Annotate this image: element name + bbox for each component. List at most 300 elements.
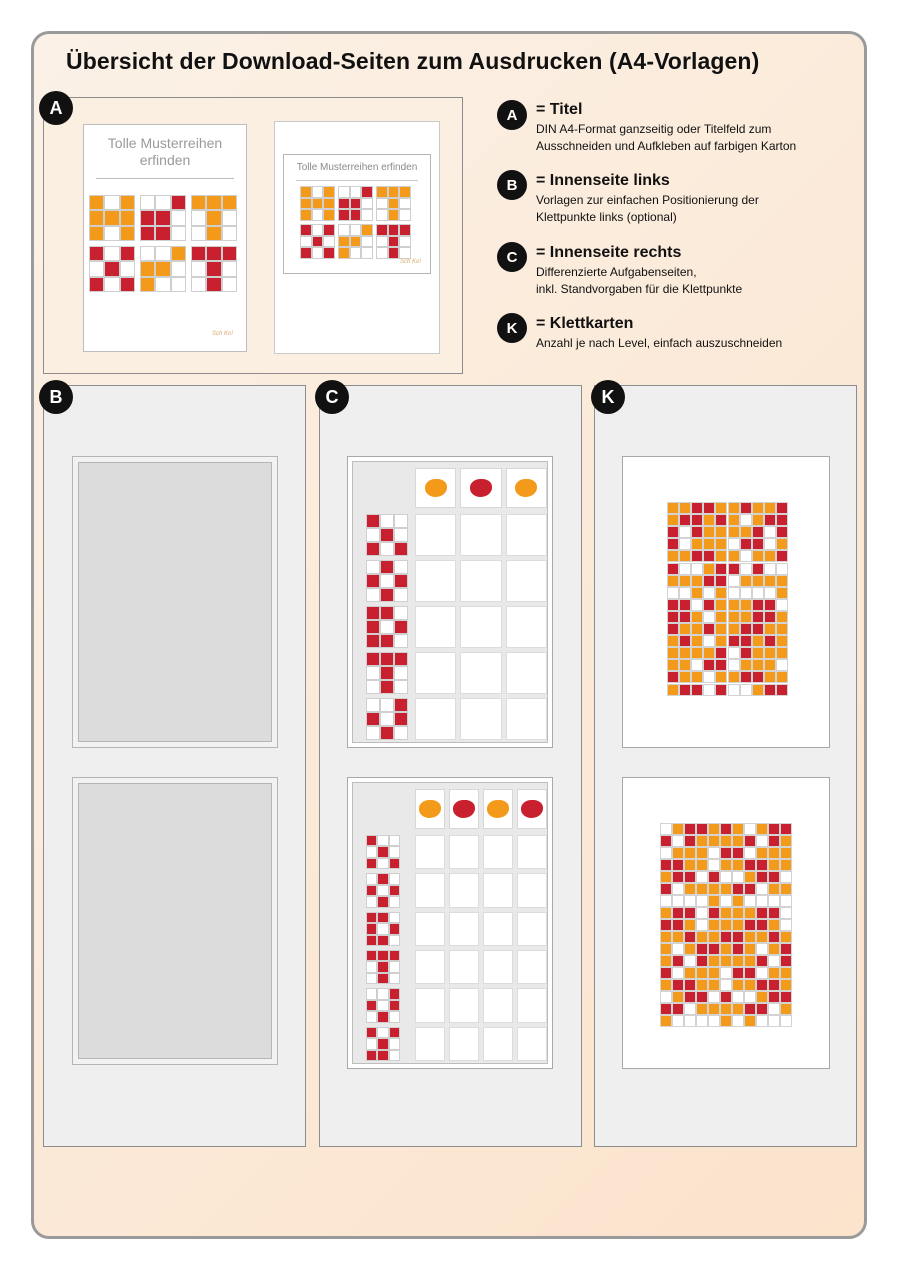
card-cell — [696, 847, 708, 859]
card-cell — [715, 671, 727, 683]
pattern-cell — [366, 652, 380, 666]
card-cell — [703, 623, 715, 635]
card-cell — [720, 835, 732, 847]
pattern-cell — [376, 236, 388, 248]
pattern-cell — [376, 209, 388, 221]
card-cell — [708, 979, 720, 991]
pattern-cell — [191, 277, 206, 292]
answer-box — [449, 950, 479, 984]
pattern-cell — [191, 226, 206, 241]
pattern-cell — [380, 574, 394, 588]
panel-c-inner-right — [319, 385, 582, 1147]
card-cell — [764, 550, 776, 562]
card-cell — [708, 847, 720, 859]
pattern-cell — [376, 186, 388, 198]
color-dot — [487, 800, 509, 818]
pattern-cell — [389, 858, 400, 869]
pattern-cell — [376, 247, 388, 259]
card-cell — [768, 895, 780, 907]
pattern-cell — [89, 246, 104, 261]
card-cell — [768, 1015, 780, 1027]
legend-desc-b-2: Klettpunkte links (optional) — [536, 210, 677, 224]
card-cell — [720, 991, 732, 1003]
card-cell — [672, 871, 684, 883]
pattern-cell — [312, 247, 324, 259]
card-cell — [660, 1003, 672, 1015]
card-cell — [660, 931, 672, 943]
card-cell — [768, 931, 780, 943]
card-cell — [752, 502, 764, 514]
card-cell — [780, 979, 792, 991]
pattern-cell — [394, 620, 408, 634]
card-cell — [672, 967, 684, 979]
card-cell — [691, 635, 703, 647]
card-cell — [703, 684, 715, 696]
card-cell — [708, 907, 720, 919]
card-cell — [684, 955, 696, 967]
card-cell — [679, 659, 691, 671]
pattern-cell — [380, 680, 394, 694]
card-cell — [672, 895, 684, 907]
card-cell — [679, 647, 691, 659]
card-cell — [696, 955, 708, 967]
card-cell — [740, 575, 752, 587]
card-cell — [667, 538, 679, 550]
card-cell — [768, 847, 780, 859]
card-cell — [764, 502, 776, 514]
card-cell — [756, 859, 768, 871]
card-cell — [744, 907, 756, 919]
card-cell — [667, 635, 679, 647]
pattern-cell — [171, 226, 186, 241]
card-cell — [672, 907, 684, 919]
pattern-cell — [366, 698, 380, 712]
color-dot — [515, 479, 537, 497]
card-cell — [691, 611, 703, 623]
card-cell — [684, 871, 696, 883]
pattern-cell — [366, 858, 377, 869]
card-cell — [696, 835, 708, 847]
card-cell — [740, 587, 752, 599]
pattern-cell — [366, 528, 380, 542]
card-cell — [728, 563, 740, 575]
pattern-cell — [377, 973, 388, 984]
pattern-cell — [366, 1050, 377, 1061]
card-cell — [660, 1015, 672, 1027]
card-cell — [756, 1015, 768, 1027]
pattern-cell — [222, 277, 237, 292]
card-cell — [780, 991, 792, 1003]
card-cell — [780, 871, 792, 883]
card-cell — [764, 684, 776, 696]
answer-box — [483, 835, 513, 869]
card-cell — [672, 931, 684, 943]
pattern-cell — [380, 560, 394, 574]
card-cell — [728, 526, 740, 538]
card-cell — [667, 587, 679, 599]
task-page-level-1 — [347, 456, 553, 748]
pattern-cell — [366, 634, 380, 648]
pattern-cell — [366, 712, 380, 726]
card-cell — [672, 919, 684, 931]
pattern-cell — [380, 620, 394, 634]
pattern-cell — [394, 634, 408, 648]
card-cell — [660, 895, 672, 907]
card-cell — [780, 883, 792, 895]
pattern-cell — [394, 588, 408, 602]
card-cell — [660, 847, 672, 859]
answer-box — [449, 912, 479, 946]
legend-desc-k-1: Anzahl je nach Level, einfach auszuschneiden — [536, 336, 783, 350]
card-cell — [672, 859, 684, 871]
answer-box — [517, 950, 547, 984]
pattern-cell — [361, 209, 373, 221]
answer-box — [460, 652, 501, 694]
pattern-cell — [104, 261, 119, 276]
card-cell — [776, 635, 788, 647]
card-cell — [703, 502, 715, 514]
card-cell — [776, 684, 788, 696]
pattern-cell — [399, 186, 411, 198]
pattern-cell — [323, 209, 335, 221]
pattern-cell — [155, 277, 170, 292]
color-dot — [521, 800, 543, 818]
card-cell — [684, 943, 696, 955]
card-cell — [764, 659, 776, 671]
card-cell — [703, 611, 715, 623]
card-cell — [691, 526, 703, 538]
pattern-cell — [312, 186, 324, 198]
card-cell — [715, 587, 727, 599]
card-cell — [708, 895, 720, 907]
card-cell — [728, 599, 740, 611]
card-cell — [667, 623, 679, 635]
pattern-cell — [120, 261, 135, 276]
card-cell — [720, 847, 732, 859]
pattern-cell — [140, 261, 155, 276]
publisher-logo-small: Sch Ko! — [400, 259, 422, 265]
cover-sheet-large — [83, 124, 247, 352]
card-cell — [720, 859, 732, 871]
pattern-cell — [366, 1038, 377, 1049]
card-cell — [728, 587, 740, 599]
pattern-cell — [104, 246, 119, 261]
card-cell — [696, 979, 708, 991]
card-cell — [732, 919, 744, 931]
card-cell — [720, 931, 732, 943]
pattern-cell — [394, 528, 408, 542]
card-cell — [720, 823, 732, 835]
pattern-cell — [377, 912, 388, 923]
answer-box — [415, 873, 445, 907]
card-cell — [728, 684, 740, 696]
card-cell — [776, 514, 788, 526]
color-dot — [470, 479, 492, 497]
cover-sheet-small — [274, 121, 440, 354]
answer-box — [449, 988, 479, 1022]
card-cell — [764, 623, 776, 635]
card-cell — [744, 859, 756, 871]
card-cell — [744, 823, 756, 835]
card-cell — [776, 671, 788, 683]
card-cell — [764, 671, 776, 683]
card-cell — [744, 979, 756, 991]
color-dot-box — [483, 789, 513, 829]
pattern-cell — [89, 210, 104, 225]
card-cell — [679, 599, 691, 611]
card-cell — [667, 671, 679, 683]
card-cell — [720, 967, 732, 979]
card-cell — [715, 659, 727, 671]
card-cell — [684, 859, 696, 871]
card-cell — [776, 623, 788, 635]
card-cell — [732, 847, 744, 859]
pattern-cell — [300, 198, 312, 210]
card-cell — [780, 907, 792, 919]
card-cell — [708, 943, 720, 955]
card-cell — [764, 538, 776, 550]
card-cell — [720, 895, 732, 907]
card-cell — [732, 931, 744, 943]
pattern-cell — [89, 277, 104, 292]
pattern-cell — [377, 935, 388, 946]
card-cell — [764, 647, 776, 659]
card-cell — [667, 563, 679, 575]
card-cell — [667, 599, 679, 611]
pattern-cell — [388, 247, 400, 259]
cover-title-small: Tolle Musterreihen erfinden — [296, 162, 418, 173]
panel-a-title-pages — [43, 97, 463, 374]
card-cell — [744, 883, 756, 895]
card-cell — [708, 931, 720, 943]
card-cell — [740, 647, 752, 659]
card-cell — [776, 599, 788, 611]
card-cell — [728, 538, 740, 550]
card-cell — [696, 907, 708, 919]
pattern-cell — [222, 226, 237, 241]
pattern-cell — [155, 226, 170, 241]
card-cell — [756, 907, 768, 919]
pattern-cell — [388, 186, 400, 198]
card-cell — [696, 931, 708, 943]
answer-box — [415, 560, 456, 602]
card-cell — [764, 587, 776, 599]
card-cell — [768, 919, 780, 931]
card-cell — [740, 563, 752, 575]
card-cell — [756, 955, 768, 967]
card-cell — [740, 538, 752, 550]
pattern-cell — [350, 224, 362, 236]
card-cell — [715, 514, 727, 526]
card-cell — [732, 943, 744, 955]
pattern-cell — [323, 198, 335, 210]
pattern-cell — [377, 896, 388, 907]
card-cell — [768, 907, 780, 919]
pattern-cell — [366, 588, 380, 602]
page-title: Übersicht der Download-Seiten zum Ausdrucken (A4-Vorlagen) — [66, 48, 760, 74]
answer-box — [517, 988, 547, 1022]
card-cell — [768, 1003, 780, 1015]
card-cell — [756, 991, 768, 1003]
card-cell — [679, 635, 691, 647]
pattern-cell — [120, 277, 135, 292]
pattern-cell — [389, 873, 400, 884]
pattern-cell — [350, 209, 362, 221]
card-cell — [728, 514, 740, 526]
card-cell — [684, 1015, 696, 1027]
card-cell — [732, 883, 744, 895]
pattern-cell — [350, 186, 362, 198]
card-cell — [703, 671, 715, 683]
card-cell — [732, 835, 744, 847]
pattern-cell — [380, 542, 394, 556]
pattern-cell — [155, 210, 170, 225]
pattern-cell — [89, 226, 104, 241]
card-cell — [684, 835, 696, 847]
pattern-cell — [399, 247, 411, 259]
card-cell — [660, 955, 672, 967]
card-cell — [684, 991, 696, 1003]
card-cell — [780, 955, 792, 967]
card-cell — [740, 659, 752, 671]
card-cell — [756, 847, 768, 859]
pattern-cell — [312, 224, 324, 236]
card-cell — [740, 684, 752, 696]
legend-title-c: = Innenseite rechts — [536, 244, 682, 261]
answer-box — [460, 698, 501, 740]
pattern-cell — [366, 514, 380, 528]
pattern-cell — [389, 961, 400, 972]
pattern-cell — [389, 912, 400, 923]
card-cell — [780, 1015, 792, 1027]
card-cell — [703, 538, 715, 550]
pattern-cell — [366, 896, 377, 907]
card-cell — [696, 991, 708, 1003]
card-cell — [684, 907, 696, 919]
pattern-cell — [104, 210, 119, 225]
badge-k: K — [591, 380, 625, 414]
card-cell — [691, 599, 703, 611]
card-cell — [740, 550, 752, 562]
pattern-cell — [388, 209, 400, 221]
card-cell — [660, 943, 672, 955]
color-dot — [453, 800, 475, 818]
card-cell — [752, 684, 764, 696]
pattern-cell — [377, 873, 388, 884]
pattern-cell — [377, 961, 388, 972]
card-cell — [732, 1003, 744, 1015]
pattern-cell — [394, 542, 408, 556]
card-cell — [780, 859, 792, 871]
card-cell — [703, 514, 715, 526]
card-cell — [728, 623, 740, 635]
answer-box — [506, 652, 547, 694]
pattern-cell — [140, 210, 155, 225]
card-cell — [715, 647, 727, 659]
card-cell — [752, 563, 764, 575]
pattern-cell — [222, 210, 237, 225]
answer-box — [506, 560, 547, 602]
pattern-cell — [389, 1050, 400, 1061]
pattern-cell — [389, 923, 400, 934]
pattern-cell — [361, 186, 373, 198]
card-cell — [744, 835, 756, 847]
card-cell — [708, 919, 720, 931]
card-cell — [720, 907, 732, 919]
card-cell — [679, 563, 691, 575]
card-cell — [715, 684, 727, 696]
pattern-cell — [300, 247, 312, 259]
color-dot-box — [415, 468, 456, 508]
card-cell — [696, 943, 708, 955]
card-cell — [740, 599, 752, 611]
velcro-template-page — [72, 456, 278, 748]
card-cell — [764, 563, 776, 575]
card-cell — [720, 979, 732, 991]
answer-box — [517, 912, 547, 946]
card-cell — [708, 823, 720, 835]
card-cell — [732, 967, 744, 979]
pattern-cell — [366, 560, 380, 574]
card-cell — [684, 823, 696, 835]
pattern-cell — [350, 247, 362, 259]
pattern-cell — [389, 1000, 400, 1011]
card-cell — [764, 514, 776, 526]
card-cell — [684, 919, 696, 931]
pattern-cell — [323, 247, 335, 259]
card-cell — [696, 859, 708, 871]
pattern-cell — [377, 1050, 388, 1061]
card-cell — [696, 871, 708, 883]
card-cell — [728, 575, 740, 587]
pattern-cell — [399, 236, 411, 248]
card-cell — [744, 991, 756, 1003]
card-cell — [679, 514, 691, 526]
pattern-cell — [361, 224, 373, 236]
pattern-cell — [120, 195, 135, 210]
card-cell — [715, 635, 727, 647]
card-cell — [732, 871, 744, 883]
card-cell — [764, 599, 776, 611]
pattern-cell — [300, 186, 312, 198]
card-cell — [660, 919, 672, 931]
card-cell — [780, 967, 792, 979]
badge-c: C — [315, 380, 349, 414]
card-cell — [740, 514, 752, 526]
pattern-cell — [338, 209, 350, 221]
card-cell — [752, 635, 764, 647]
card-cell — [715, 550, 727, 562]
card-cell — [768, 955, 780, 967]
answer-box — [415, 1027, 445, 1061]
card-cell — [728, 502, 740, 514]
card-cell — [780, 823, 792, 835]
card-cell — [691, 514, 703, 526]
card-cell — [768, 883, 780, 895]
card-cell — [732, 907, 744, 919]
pattern-cell — [191, 195, 206, 210]
card-cell — [672, 1015, 684, 1027]
card-cell — [740, 635, 752, 647]
pattern-cell — [380, 652, 394, 666]
card-cell — [696, 823, 708, 835]
card-cell — [691, 671, 703, 683]
card-cell — [715, 526, 727, 538]
answer-box — [483, 873, 513, 907]
card-cell — [672, 835, 684, 847]
pattern-cell — [377, 858, 388, 869]
card-cell — [679, 587, 691, 599]
